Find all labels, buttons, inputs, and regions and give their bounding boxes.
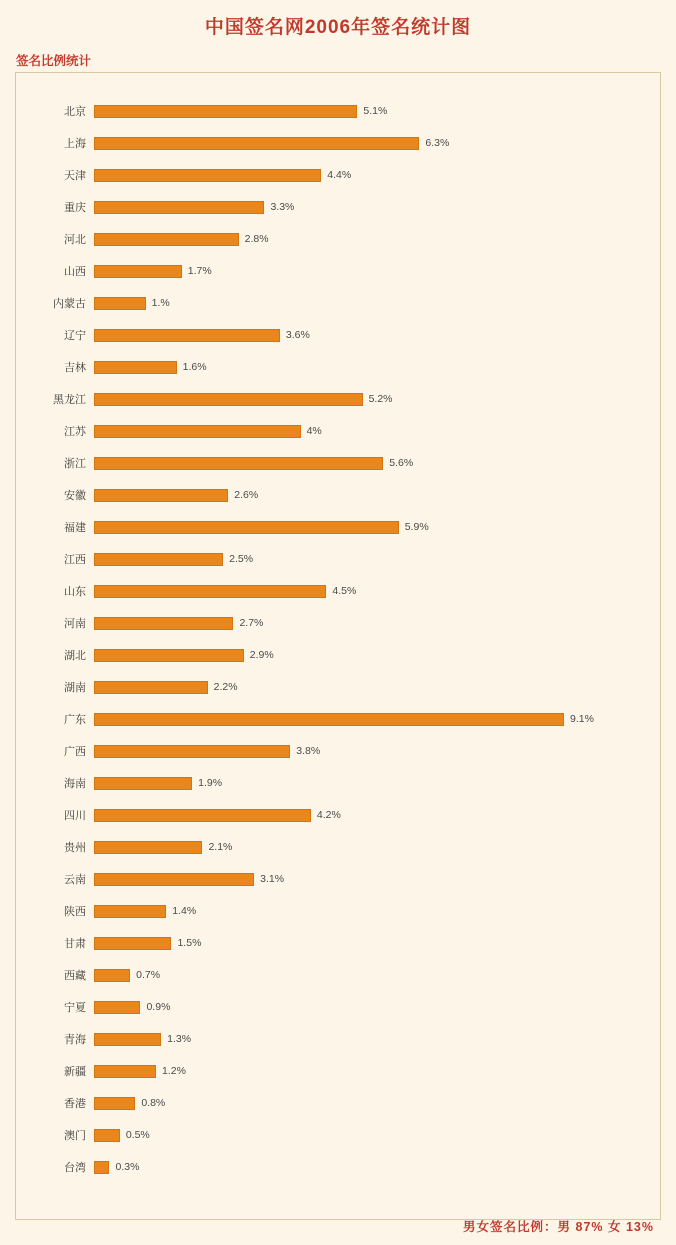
bar-value-label: 2.1% bbox=[208, 841, 233, 853]
bar bbox=[94, 201, 264, 214]
bar-track bbox=[94, 1001, 660, 1014]
bar-value-label: 1.6% bbox=[182, 361, 207, 373]
bar-track bbox=[94, 905, 660, 918]
bar-value-label: 5.1% bbox=[363, 105, 388, 117]
bar bbox=[94, 905, 166, 918]
bar-value-label: 3.1% bbox=[260, 873, 285, 885]
bar-track bbox=[94, 425, 660, 438]
bar-value-label: 2.6% bbox=[234, 489, 259, 501]
bar bbox=[94, 937, 171, 950]
bar bbox=[94, 425, 301, 438]
bar bbox=[94, 1129, 120, 1142]
bar-category-label: 云南 bbox=[64, 874, 86, 886]
bar-category-label: 四川 bbox=[64, 810, 86, 822]
bar-category-label: 江西 bbox=[64, 554, 86, 566]
bar-value-label: 0.7% bbox=[136, 969, 161, 981]
bar-row bbox=[16, 607, 660, 639]
bar bbox=[94, 809, 311, 822]
bar bbox=[94, 585, 326, 598]
bar-category-label: 西藏 bbox=[64, 970, 86, 982]
bar-track bbox=[94, 745, 660, 758]
bar bbox=[94, 457, 383, 470]
bar-value-label: 3.3% bbox=[270, 201, 295, 213]
bar-category-label: 北京 bbox=[64, 106, 86, 118]
bar-value-label: 5.2% bbox=[368, 393, 393, 405]
section-label: 签名比例统计 bbox=[16, 54, 92, 68]
bar-category-label: 内蒙古 bbox=[53, 298, 86, 310]
bar bbox=[94, 297, 146, 310]
bar-category-label: 浙江 bbox=[64, 458, 86, 470]
bar bbox=[94, 1033, 161, 1046]
bar-category-label: 河南 bbox=[64, 618, 86, 630]
bar-row bbox=[16, 287, 660, 319]
bar-track bbox=[94, 1161, 660, 1174]
bar-track bbox=[94, 969, 660, 982]
bar bbox=[94, 1001, 140, 1014]
bar bbox=[94, 361, 177, 374]
bar bbox=[94, 841, 202, 854]
bar-category-label: 江苏 bbox=[64, 426, 86, 438]
bar-value-label: 6.3% bbox=[425, 137, 450, 149]
bar bbox=[94, 265, 182, 278]
bar bbox=[94, 329, 280, 342]
bar-row bbox=[16, 543, 660, 575]
bar-value-label: 1.% bbox=[151, 297, 170, 309]
bar-category-label: 海南 bbox=[64, 778, 86, 790]
bar-track bbox=[94, 1033, 660, 1046]
bar-track bbox=[94, 937, 660, 950]
bar-row bbox=[16, 383, 660, 415]
bar bbox=[94, 745, 290, 758]
bar-track bbox=[94, 297, 660, 310]
bar-category-label: 重庆 bbox=[64, 202, 86, 214]
bar bbox=[94, 1065, 156, 1078]
bar-track bbox=[94, 649, 660, 662]
bar-category-label: 贵州 bbox=[64, 842, 86, 854]
bar-category-label: 香港 bbox=[64, 1098, 86, 1110]
bar-category-label: 黑龙江 bbox=[53, 394, 86, 406]
bar bbox=[94, 233, 239, 246]
bar-value-label: 2.2% bbox=[213, 681, 238, 693]
bar-category-label: 辽宁 bbox=[64, 330, 86, 342]
bar-track bbox=[94, 489, 660, 502]
bar-row bbox=[16, 447, 660, 479]
bar bbox=[94, 521, 399, 534]
bar bbox=[94, 137, 419, 150]
bar-value-label: 1.9% bbox=[198, 777, 223, 789]
bar-value-label: 0.9% bbox=[146, 1001, 171, 1013]
bar-value-label: 9.1% bbox=[570, 713, 594, 725]
bar-row bbox=[16, 1087, 660, 1119]
bar-row bbox=[16, 95, 660, 127]
bar-track bbox=[94, 841, 660, 854]
bar-value-label: 2.5% bbox=[229, 553, 254, 565]
bar-category-label: 湖北 bbox=[64, 650, 86, 662]
bar-value-label: 0.8% bbox=[141, 1097, 166, 1109]
bar bbox=[94, 777, 192, 790]
bar-value-label: 1.2% bbox=[161, 1065, 186, 1077]
bar bbox=[94, 681, 208, 694]
bar-value-label: 2.9% bbox=[249, 649, 274, 661]
bar-row bbox=[16, 959, 660, 991]
bar-row bbox=[16, 767, 660, 799]
bar-track bbox=[94, 777, 660, 790]
bar-row bbox=[16, 895, 660, 927]
bar-track bbox=[94, 169, 660, 182]
bar-track bbox=[94, 361, 660, 374]
bar-track bbox=[94, 105, 660, 118]
bar-category-label: 广东 bbox=[64, 714, 86, 726]
bar-category-label: 安徽 bbox=[64, 490, 86, 502]
bar-row bbox=[16, 639, 660, 671]
gender-ratio-note: 男女签名比例：男 87% 女 13% bbox=[463, 1220, 654, 1234]
bar-row bbox=[16, 1023, 660, 1055]
bar-value-label: 5.6% bbox=[389, 457, 414, 469]
bar-category-label: 甘肃 bbox=[64, 938, 86, 950]
bar-row bbox=[16, 703, 660, 735]
bar-category-label: 上海 bbox=[64, 138, 86, 150]
bar-track bbox=[94, 393, 660, 406]
bar-row bbox=[16, 1055, 660, 1087]
bar-category-label: 湖南 bbox=[64, 682, 86, 694]
bar-value-label: 2.7% bbox=[239, 617, 264, 629]
bar-value-label: 4.4% bbox=[327, 169, 352, 181]
bar bbox=[94, 105, 357, 118]
bar-value-label: 1.4% bbox=[172, 905, 197, 917]
bar-value-label: 3.8% bbox=[296, 745, 321, 757]
bar-category-label: 青海 bbox=[64, 1034, 86, 1046]
bar-category-label: 宁夏 bbox=[64, 1002, 86, 1014]
bar-value-label: 5.9% bbox=[404, 521, 429, 533]
bar-category-label: 吉林 bbox=[64, 362, 86, 374]
bar-category-label: 河北 bbox=[64, 234, 86, 246]
bar-track bbox=[94, 713, 660, 726]
bar-row bbox=[16, 191, 660, 223]
bar-row bbox=[16, 415, 660, 447]
bar-category-label: 台湾 bbox=[64, 1162, 86, 1174]
bar-track bbox=[94, 265, 660, 278]
bar-category-label: 广西 bbox=[64, 746, 86, 758]
bar-value-label: 4% bbox=[306, 425, 322, 437]
bar-value-label: 0.5% bbox=[125, 1129, 150, 1141]
bar bbox=[94, 553, 223, 566]
bar-row bbox=[16, 255, 660, 287]
bar-row bbox=[16, 351, 660, 383]
bar-row bbox=[16, 831, 660, 863]
bar-track bbox=[94, 457, 660, 470]
bar-row bbox=[16, 1119, 660, 1151]
bar-row bbox=[16, 1151, 660, 1183]
bar bbox=[94, 169, 321, 182]
bar-track bbox=[94, 521, 660, 534]
bar bbox=[94, 969, 130, 982]
bar-category-label: 陕西 bbox=[64, 906, 86, 918]
bar-value-label: 1.5% bbox=[177, 937, 202, 949]
bar-row bbox=[16, 479, 660, 511]
bar-list bbox=[16, 95, 660, 1183]
bar-row bbox=[16, 863, 660, 895]
bar bbox=[94, 873, 254, 886]
bar-row bbox=[16, 575, 660, 607]
bar bbox=[94, 617, 233, 630]
bar-track bbox=[94, 1129, 660, 1142]
bar bbox=[94, 489, 228, 502]
bar-category-label: 澳门 bbox=[64, 1130, 86, 1142]
bar bbox=[94, 649, 244, 662]
bar-value-label: 1.3% bbox=[167, 1033, 192, 1045]
bar-track bbox=[94, 873, 660, 886]
bar-track bbox=[94, 585, 660, 598]
bar-track bbox=[94, 137, 660, 150]
chart-frame bbox=[15, 72, 661, 1220]
page-title: 中国签名网2006年签名统计图 bbox=[204, 17, 472, 38]
bar-track bbox=[94, 1065, 660, 1078]
bar-row bbox=[16, 223, 660, 255]
bar-category-label: 福建 bbox=[64, 522, 86, 534]
bar-track bbox=[94, 809, 660, 822]
bar-track bbox=[94, 681, 660, 694]
bar-track bbox=[94, 233, 660, 246]
bar-row bbox=[16, 991, 660, 1023]
bar-category-label: 新疆 bbox=[64, 1066, 86, 1078]
bar-category-label: 天津 bbox=[64, 170, 86, 182]
bar-row bbox=[16, 511, 660, 543]
bar-track bbox=[94, 617, 660, 630]
bar-row bbox=[16, 799, 660, 831]
bar-row bbox=[16, 735, 660, 767]
bar-value-label: 3.6% bbox=[285, 329, 310, 341]
bar-row bbox=[16, 319, 660, 351]
bar-value-label: 2.8% bbox=[244, 233, 269, 245]
bar bbox=[94, 393, 363, 406]
bar-row bbox=[16, 127, 660, 159]
bar-value-label: 0.3% bbox=[115, 1161, 140, 1173]
bar-value-label: 1.7% bbox=[187, 265, 212, 277]
bar-track bbox=[94, 201, 660, 214]
bar-row bbox=[16, 159, 660, 191]
bar-value-label: 4.2% bbox=[316, 809, 341, 821]
bar-track bbox=[94, 1097, 660, 1110]
bar-row bbox=[16, 927, 660, 959]
bar bbox=[94, 1097, 135, 1110]
bar-row bbox=[16, 671, 660, 703]
bar-value-label: 4.5% bbox=[332, 585, 357, 597]
bar-category-label: 山东 bbox=[64, 586, 86, 598]
bar-track bbox=[94, 553, 660, 566]
bar-category-label: 山西 bbox=[64, 266, 86, 278]
bar bbox=[94, 1161, 109, 1174]
bar-track bbox=[94, 329, 660, 342]
bar bbox=[94, 713, 564, 726]
